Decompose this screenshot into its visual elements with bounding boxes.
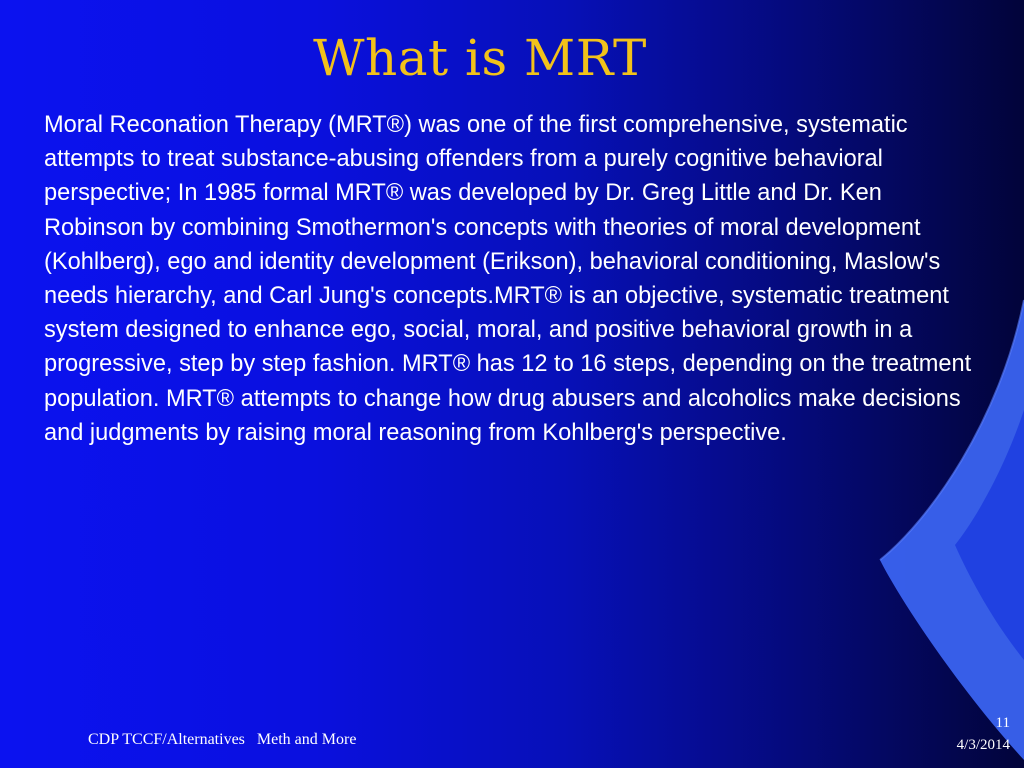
slide-body-text: Moral Reconation Therapy (MRT®) was one of the first comprehensive, systematic attempts to treat substance-abusing offenders from a purely cognitive behavioral perspective; In 1985 formal MRT® was developed by Dr. Greg Little and Dr. Ken Robinson by combining Smothermon's concepts with theories of moral development (Kohlberg), ego and identity development (Erikson), behavioral conditioning, Maslow's needs hierarchy, and Carl Jung's concepts.MRT® is an objective, systematic treatment system designed to enhance ego, social, moral, and positive behavioral growth in a progressive, step by step fashion. MRT® has 12 to 16 steps, depending on the treatment population. MRT® attempts to change how drug abusers and alcoholics make decisions and judgments by raising moral reasoning from Kohlberg's perspective.	[44, 112, 972, 446]
footer-presentation-label: CDP TCCF/Alternatives Meth and More	[88, 731, 357, 748]
slide-number: 11	[995, 715, 1010, 731]
footer-meta	[957, 712, 1010, 756]
slide-title: What is MRT	[313, 29, 647, 87]
slide-date: 4/3/2014	[956, 737, 1010, 753]
